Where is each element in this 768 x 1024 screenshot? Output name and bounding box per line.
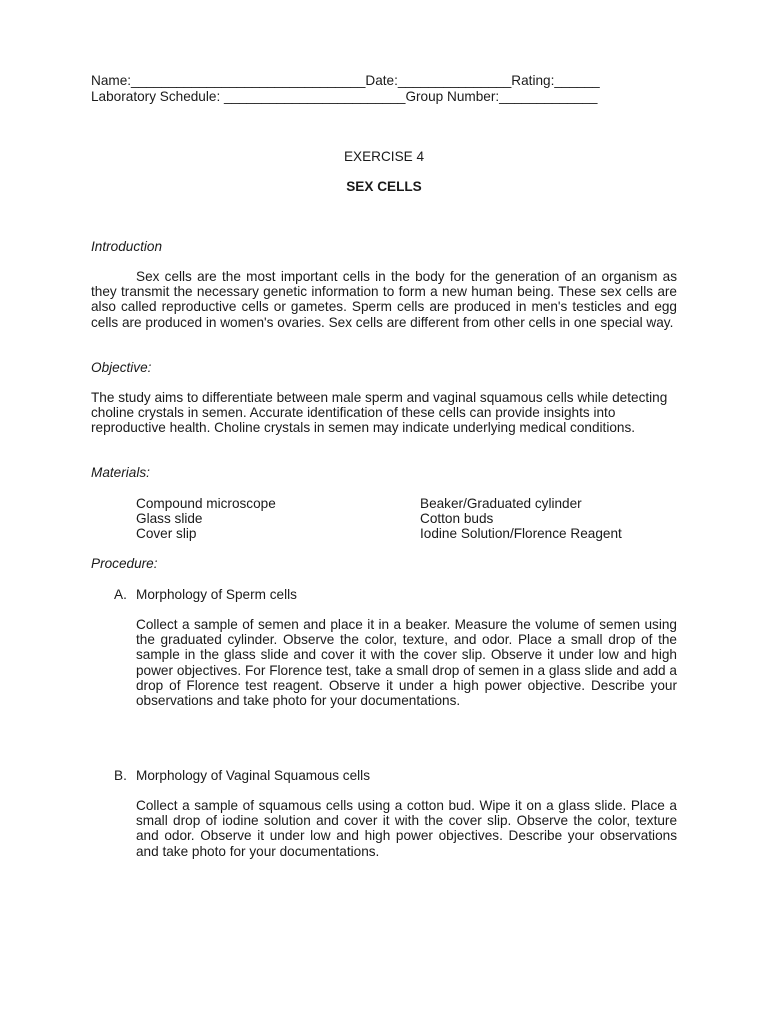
procedure-a-marker: A.: [114, 587, 127, 602]
material-item: Cover slip: [136, 526, 197, 541]
material-item: Iodine Solution/Florence Reagent: [420, 526, 622, 541]
introduction-heading: Introduction: [91, 239, 163, 254]
material-item: Beaker/Graduated cylinder: [420, 496, 582, 511]
objective-text: The study aims to differentiate between male sperm and vaginal squamous cells while detecting choline crystals in semen. Accurate identification of these cells can provide insights into reproductive health. Choline crystals in semen may indicate underlying medical conditions.: [91, 390, 668, 436]
introduction-text: Sex cells are the most important cells in the body for the generation of an organism as they transmit the necessary genetic information to form a new human being. These sex cells are also called reproductive cells or gametes. Sperm cells are produced in men's testicles and egg cells are produced in women's ovaries. Sex cells are different from other cells in one special way.: [91, 269, 677, 330]
material-item: Compound microscope: [136, 496, 276, 511]
objective-heading: Objective:: [91, 360, 152, 375]
page-title: SEX CELLS: [346, 179, 422, 194]
procedure-b-title: Morphology of Vaginal Squamous cells: [136, 768, 370, 783]
header-schedule-group: Laboratory Schedule: ________________________Group Number:_____________: [91, 89, 598, 104]
procedure-a-title: Morphology of Sperm cells: [136, 587, 297, 602]
header-name-date-rating: Name:_______________________________Date:_______________Rating:______: [91, 73, 600, 88]
materials-heading: Materials:: [91, 465, 150, 480]
material-item: Glass slide: [136, 511, 203, 526]
material-item: Cotton buds: [420, 511, 494, 526]
procedure-b-text: Collect a sample of squamous cells using a cotton bud. Wipe it on a glass slide. Place a small drop of iodine solution and cover it with the cover slip. Observe the color, texture and odor. Observe it under low and high power objectives. Describe your observations and take photo for your documentations.: [136, 798, 677, 859]
procedure-b-marker: B.: [114, 768, 127, 783]
procedure-a-text: Collect a sample of semen and place it in a beaker. Measure the volume of semen using the graduated cylinder. Observe the color, texture, and odor. Place a small drop of the sample in the glass slide and cover it with the cover slip. Observe it under low and high power objectives. For Florence test, take a small drop of semen in a glass slide and add a drop of Florence test reagent. Observe it under a high power objective. Describe your observations and take photo for your documentations.: [136, 617, 677, 709]
exercise-label: EXERCISE 4: [343, 149, 425, 164]
procedure-heading: Procedure:: [91, 556, 158, 571]
